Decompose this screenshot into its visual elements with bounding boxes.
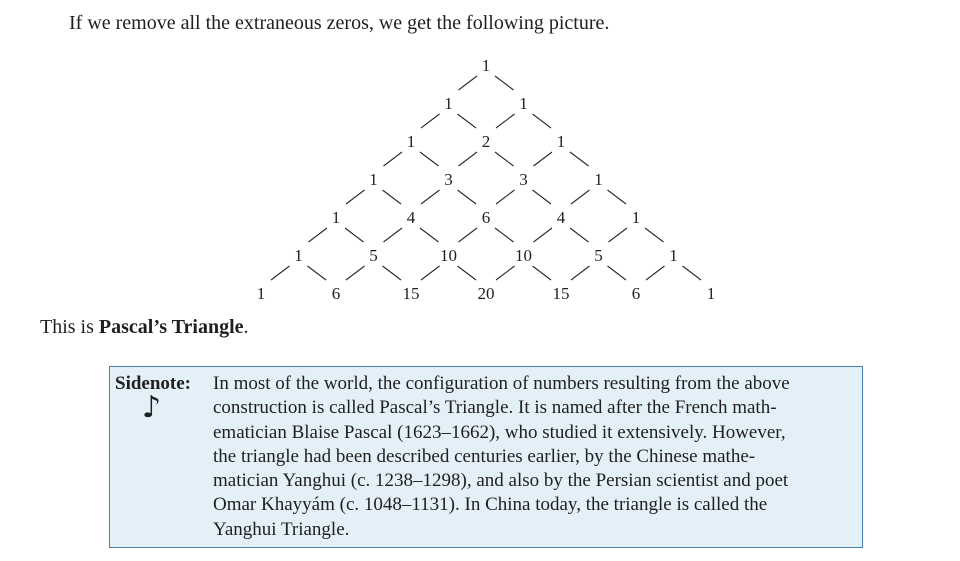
conclusion-prefix: This is [40, 316, 99, 338]
conclusion-suffix: . [243, 316, 249, 338]
triangle-connector-line [384, 228, 403, 242]
triangle-connector-line [533, 114, 552, 128]
triangle-entry: 1 [406, 132, 416, 151]
triangle-connector-line [384, 152, 403, 166]
sidenote-line: Yanghui Triangle. [213, 518, 350, 540]
triangle-connector-line [459, 76, 478, 90]
triangle-entry: 1 [706, 284, 716, 303]
triangle-entry: 1 [519, 94, 528, 113]
triangle-connector-line [534, 228, 553, 242]
triangle-connector-line [495, 76, 514, 90]
triangle-entry: 6 [631, 284, 641, 303]
triangle-connector-line [608, 266, 627, 280]
triangle-connector-line [533, 190, 552, 204]
triangle-entry: 1 [481, 56, 491, 75]
triangle-entry: 1 [444, 94, 453, 113]
triangle-connector-line [383, 190, 402, 204]
triangle-entry: 20 [477, 284, 495, 303]
triangle-entry: 1 [294, 246, 303, 265]
sidenote-line: In most of the world, the configuration of numbers resulting from the above [213, 373, 790, 394]
sidenote-line: construction is called Pascal’s Triangle. It is named after the French math- [213, 397, 777, 419]
triangle-entry: 1 [669, 246, 678, 265]
triangle-connector-line [608, 190, 627, 204]
triangle-entry: 6 [331, 284, 341, 303]
triangle-entry: 10 [440, 246, 457, 265]
triangle-entry: 5 [594, 246, 603, 265]
triangle-entry: 1 [369, 170, 378, 189]
triangle-connector-line [571, 266, 590, 280]
triangle-entry: 1 [594, 170, 603, 189]
triangle-entry: 5 [369, 246, 378, 265]
triangle-connector-line [534, 152, 553, 166]
triangle-connector-line [571, 190, 590, 204]
triangle-connector-line [421, 266, 440, 280]
triangle-connector-line [645, 228, 664, 242]
sidenote-text [213, 372, 858, 542]
sidenote-line: matician Yanghui (c. 1238–1298), and also by the Persian scientist and poet [213, 470, 789, 492]
triangle-entry: 1 [556, 132, 566, 151]
sidenote-line: ematician Blaise Pascal (1623–1662), who studied it extensively. However, [213, 421, 786, 443]
triangle-connector-line [495, 152, 514, 166]
triangle-connector-line [533, 266, 552, 280]
triangle-connector-line [496, 190, 515, 204]
triangle-entry: 4 [556, 208, 566, 227]
music-note-icon: ♪ [142, 390, 162, 425]
triangle-entry: 1 [256, 284, 266, 303]
sidenote-line: Omar Khayyám (c. 1048–1131). In China today, the triangle is called the [213, 494, 768, 516]
triangle-entry: 1 [331, 208, 341, 227]
pascals-triangle-term: Pascal’s Triangle [98, 316, 244, 338]
triangle-connector-line [646, 266, 665, 280]
triangle-connector-line [420, 152, 439, 166]
triangle-connector-line [309, 228, 328, 242]
sidenote-label: Sidenote: [115, 373, 191, 394]
triangle-connector-line [420, 228, 439, 242]
triangle-connector-line [496, 114, 515, 128]
triangle-connector-line [458, 114, 477, 128]
triangle-connector-line [421, 190, 440, 204]
triangle-entry: 1 [631, 208, 641, 227]
sidenote-line: the triangle had been described centuries earlier, by the Chinese mathe- [213, 445, 756, 467]
triangle-connector-line [609, 228, 628, 242]
triangle-entry: 2 [481, 132, 491, 151]
triangle-connector-line [458, 190, 477, 204]
triangle-connector-line [308, 266, 327, 280]
triangle-connector-line [383, 266, 402, 280]
triangle-entry: 10 [515, 246, 532, 265]
triangle-entry: 4 [406, 208, 416, 227]
sidenote-box [109, 366, 863, 548]
triangle-entry: 15 [552, 284, 570, 303]
triangle-entry: 6 [481, 208, 491, 227]
conclusion-paragraph [40, 315, 249, 339]
triangle-connector-line [271, 266, 290, 280]
triangle-connector-line [459, 152, 478, 166]
triangle-connector-line [346, 190, 365, 204]
triangle-entry: 15 [402, 284, 420, 303]
triangle-connector-line [570, 152, 589, 166]
triangle-connector-line [346, 266, 365, 280]
triangle-entry: 3 [519, 170, 528, 189]
triangle-connector-line [421, 114, 440, 128]
triangle-connector-line [683, 266, 702, 280]
triangle-connector-line [496, 266, 515, 280]
triangle-entry: 3 [444, 170, 453, 189]
triangle-connector-line [459, 228, 478, 242]
triangle-connector-line [345, 228, 364, 242]
intro-paragraph: If we remove all the extraneous zeros, we get the following picture. [69, 12, 610, 34]
triangle-connector-line [495, 228, 514, 242]
triangle-connector-line [570, 228, 589, 242]
triangle-connector-line [458, 266, 477, 280]
